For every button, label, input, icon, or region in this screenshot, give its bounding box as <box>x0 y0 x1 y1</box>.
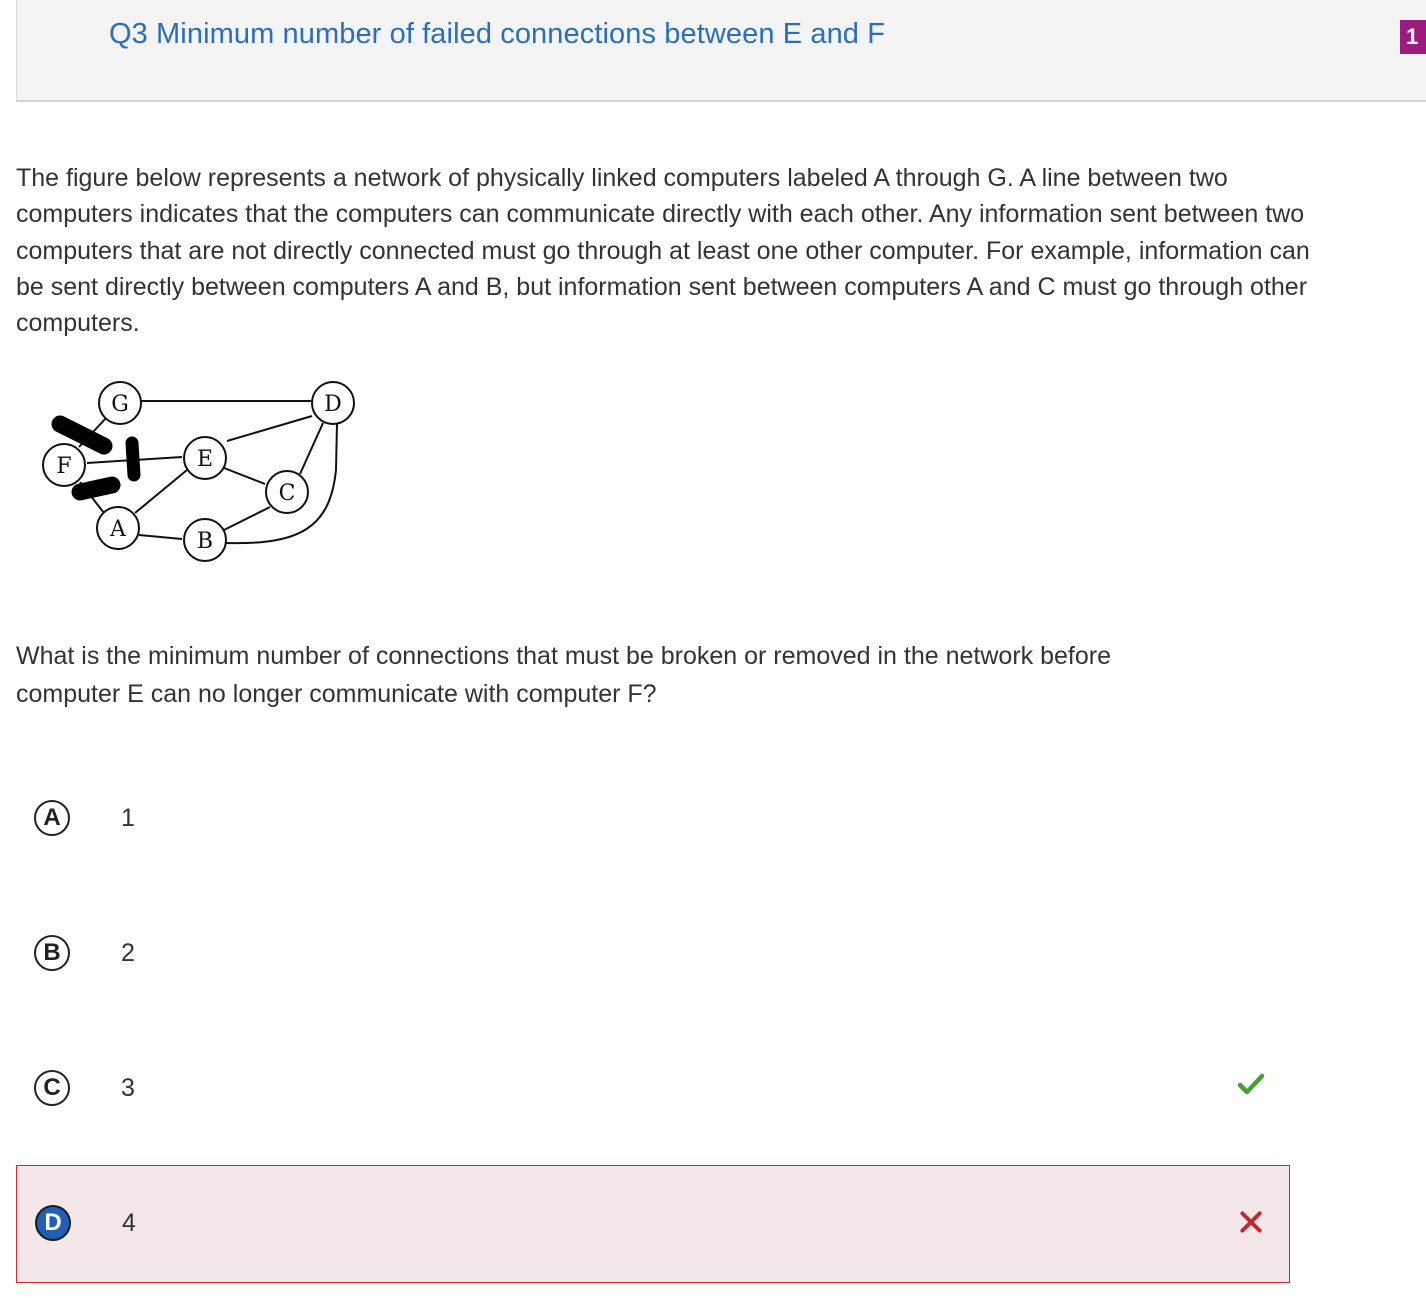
node-d <box>312 382 354 424</box>
node-f <box>43 444 85 486</box>
node-label-d: D <box>324 392 342 417</box>
answer-choice-d[interactable] <box>16 1165 1290 1283</box>
choice-letter-c: C <box>34 1070 70 1106</box>
edge-e-a <box>135 470 187 513</box>
edge-c-d <box>300 423 323 474</box>
choice-bottom-shade <box>17 1268 1289 1282</box>
question-title: Q3 Minimum number of failed connections between E and F <box>109 18 886 50</box>
answer-choice-c[interactable] <box>16 1031 1290 1149</box>
answer-choice-b[interactable] <box>16 896 1290 1014</box>
edge-e-c <box>224 468 265 484</box>
node-b <box>184 519 226 561</box>
node-label-b: B <box>196 529 214 554</box>
choice-value-d: 4 <box>122 1209 136 1237</box>
node-c <box>266 471 308 513</box>
node-a <box>97 507 139 549</box>
node-label-g: G <box>111 392 129 417</box>
question-stem: What is the minimum number of connections that must be broken or removed in the network before computer E can no longer communicate with computer F? <box>16 642 1111 708</box>
choice-value-a: 1 <box>121 804 135 832</box>
node-label-c: C <box>278 481 296 506</box>
question-prompt: The figure below represents a network of physically linked computers labeled A through G. A line between two computers indicates that the computers can communicate directly with each other. Any information sent between two computers that are not directly connected must go through at least one other computer. For example, information can be sent directly between computers A and B, but information sent between computers A and C must go through other computers. <box>16 164 1310 338</box>
choice-letter-d: D <box>35 1205 71 1241</box>
choice-letter-b: B <box>34 935 70 971</box>
question-number-badge[interactable]: 1 <box>1400 20 1426 54</box>
edge-b-c <box>224 507 270 530</box>
network-diagram <box>35 375 365 575</box>
edge-a-b <box>139 535 182 539</box>
choice-value-c: 3 <box>121 1074 135 1102</box>
node-e <box>184 437 226 479</box>
question-header <box>16 0 1426 102</box>
choice-value-b: 2 <box>121 939 135 967</box>
node-label-e: E <box>196 447 214 472</box>
node-label-f: F <box>56 454 72 479</box>
edge-e-d <box>227 416 312 441</box>
checkmark-icon <box>1236 1069 1266 1099</box>
node-label-a: A <box>110 517 126 542</box>
x-mark-icon <box>1238 1209 1264 1235</box>
node-g <box>99 382 141 424</box>
choice-letter-a: A <box>34 800 70 836</box>
answer-choice-a[interactable] <box>16 761 1290 879</box>
